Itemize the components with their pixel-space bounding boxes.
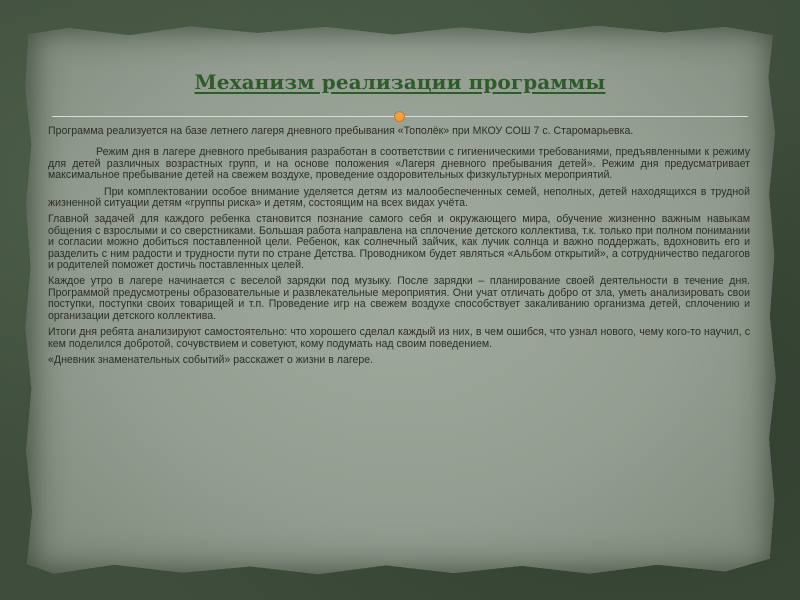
divider-dot-icon [394, 111, 405, 122]
paragraph-day-results: Итоги дня ребята анализируют самостоятельно: что хорошего сделал каждый из них, в чем ошибся, что узнал нового, чему кого-то научил, с кем поделился добротой, сочувствием и советуют, кому подумать над своим поведением. [48, 326, 750, 350]
slide-title: Механизм реализации программы [194, 70, 606, 94]
paragraph-intro: Программа реализуется на базе летнего лагеря дневного пребывания «Тополёк» при МКОУ СОШ 7 с. Старомарьевка. [48, 125, 634, 137]
paragraph-diary: «Дневник знаменательных событий» расскажет о жизни в лагере. [48, 353, 374, 366]
title-divider [52, 111, 748, 123]
slide-body [48, 126, 750, 371]
paragraph-main-goal: Главной задачей для каждого ребенка становится познание самого себя и окружающего мира, обучение жизненно важным навыкам общения с взрослыми и со сверстниками. Большая работа направлена на сплочение детского коллектива, т.к. только при полном понимании и согласии можно добиться поставленной цели. Ребенок, как солнечный зайчик, как лучик солнца и важно поддержать, вдохновить его и разделить с ним радости и трудности пути по стране Детства. Проводником будет являться «Альбом открытий», а сотрудничество педагогов и родителей поможет достичь поставленных целей. [48, 213, 750, 272]
paragraph-daily-regime: Режим дня в лагере дневного пребывания разработан в соответствии с гигиеническими требованиями, предъявленными к режиму для детей различных возрастных групп, и на основе положения «Лагеря дневного пребывания детей». Режим дня предусматривает максимальное пребывание детей на свежем воздухе, проведение оздоровительных физкультурных мероприятий. [48, 146, 750, 182]
paragraph-enrollment: При комплектовании особое внимание уделяется детям из малообеспеченных семей, неполных, детей находящихся в трудной жизненной ситуации детям «группы риска» и детям, состоящим на всех видах учёта. [48, 185, 750, 210]
paragraph-morning-routine: Каждое утро в лагере начинается с веселой зарядки под музыку. После зарядки – планирование своей деятельности в течение дня. Программой предусмотрены образовательные и развлекательные мероприятия. Они учат отличать добро от зла, уметь анализировать свои поступки, поступки своих товарищей и т.п. Проведение игр на свежем воздухе способствует закаливанию организма детей, сплочению и организации детского коллектива. [48, 275, 750, 322]
